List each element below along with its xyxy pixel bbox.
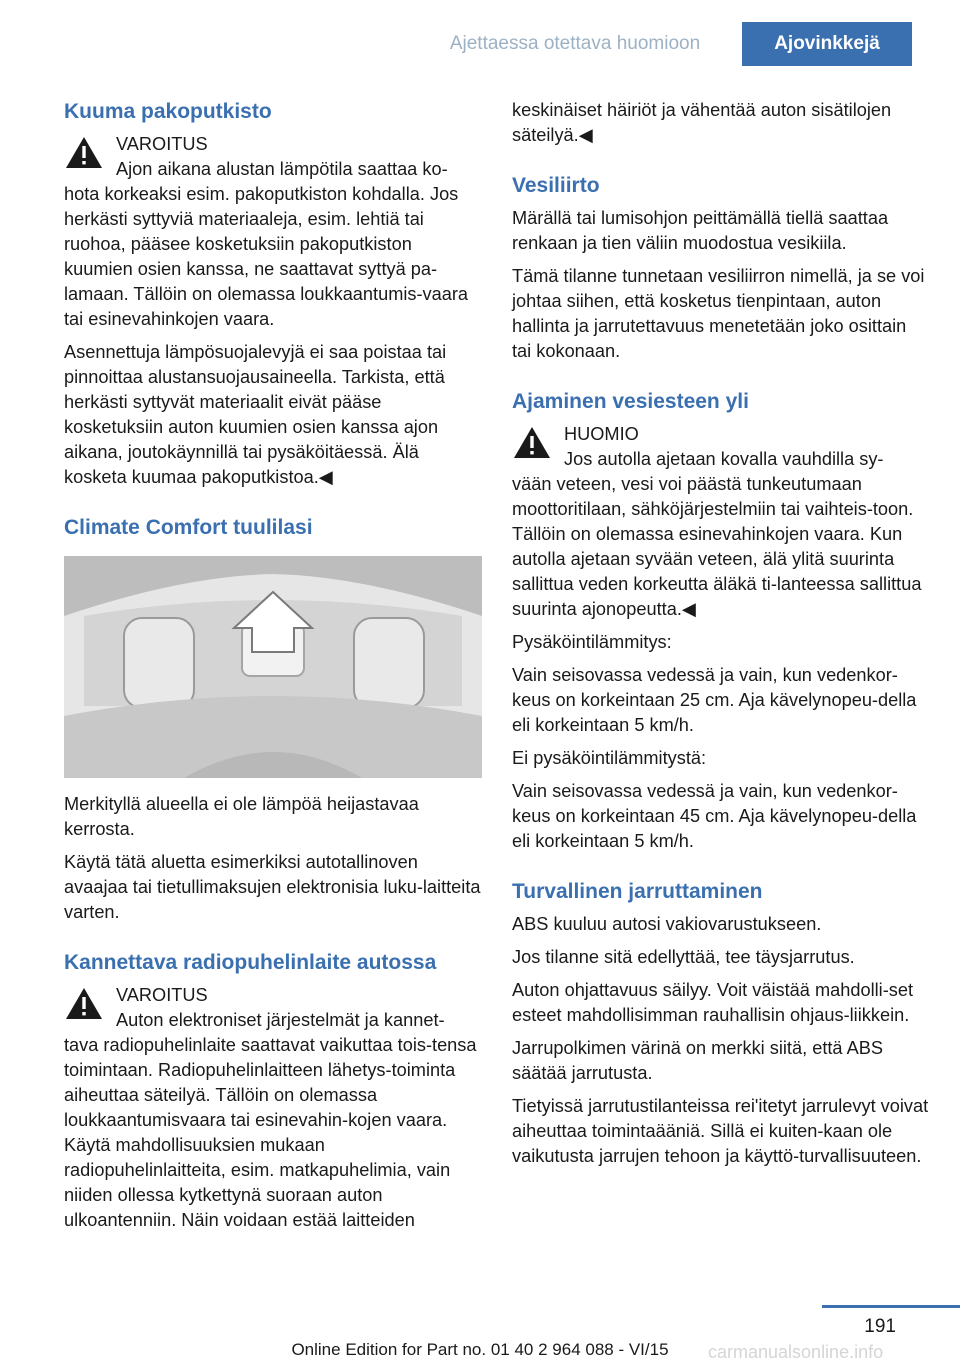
warning-label: VAROITUS: [116, 134, 208, 154]
body-paragraph: Merkityllä alueella ei ole lämpöä heijastavaa kerrosta.: [64, 794, 419, 839]
warning-block-radio: [64, 983, 482, 1033]
warning-text-first: Ajon aikana alustan lämpötila saattaa ko-: [116, 159, 448, 179]
page-number: 191: [864, 1316, 896, 1337]
body-paragraph: Vain seisovassa vedessä ja vain, kun vedenkor-keus on korkeintaan 25 cm. Aja kävelynopeu-della eli korkeintaan 5 km/h.: [512, 665, 917, 735]
body-paragraph: Jarrupolkimen värinä on merkki siitä, että ABS säätää jarrutusta.: [512, 1038, 883, 1083]
body-paragraph: Vain seisovassa vedessä ja vain, kun vedenkor-keus on korkeintaan 45 cm. Aja kävelynopeu-della eli korkeintaan 5 km/h.: [512, 781, 917, 851]
body-paragraph: ABS kuuluu autosi vakiovarustukseen.: [512, 914, 822, 934]
chapter-tab: Ajovinkkejä: [742, 22, 912, 66]
heading-safe-braking: Turvallinen jarruttaminen: [512, 880, 763, 903]
edition-note: Online Edition for Part no. 01 40 2 964 088 - VI/15: [291, 1340, 669, 1359]
warning-text-first: Jos autolla ajetaan kovalla vauhdilla sy-: [564, 449, 884, 469]
body-paragraph: Tietyissä jarrutustilanteissa rei'itetyt jarrulevyt voivat aiheuttaa toimintaääniä. Sillä ei kuiten-kaan ole vaikutusta jarrujen tehoon ja käyttö-turvallisuuteen.: [512, 1096, 929, 1166]
body-paragraph: keskinäiset häiriöt ja vähentää auton sisätilojen säteilyä.◀: [512, 100, 892, 145]
body-paragraph: Auton ohjattavuus säilyy. Voit väistää mahdolli-set esteet mahdollisimman rauhallisin ohjaus-liikkein.: [512, 980, 914, 1025]
heading-hot-exhaust: Kuuma pakoputkisto: [64, 100, 272, 123]
warning-text-rest: hota korkeaksi esim. pakoputkiston kohdalla. Jos herkästi syttyviä materiaaleja, esim. lehtiä tai ruohoa, pääsee kosketuksiin pakoputkiston kuumien osien kanssa, ne saattavat syttyä pa-lamaan. Tällöin on olemassa loukkaantumis-vaara tai esinevahinkojen vaara.: [64, 184, 469, 329]
footer-rule: [822, 1305, 960, 1308]
heading-aquaplaning: Vesiliirto: [512, 174, 600, 197]
warning-text-rest: vään veteen, vesi voi päästä tunkeutumaan moottoritilaan, sähköjärjestelmiin tai vaihteis-toon. Tällöin on olemassa esinevahinkojen vaara. Kun autolla ajetaan syvään veteen, älä ylitä suurinta sallittua veden korkeutta äläkä ti-lanteessa sallittua suurinta ajonopeutta.◀: [512, 474, 922, 619]
body-paragraph: Jos tilanne sitä edellyttää, tee täysjarrutus.: [512, 947, 855, 967]
body-paragraph: Asennettuja lämpösuojalevyjä ei saa poistaa tai pinnoittaa alustansuojausaineella. Tarkista, että herkästi syttyvät materiaalit eivät pääse kosketuksiin auton kuumien osien kanssa ajon aikana, joutokäynnillä tai pysäköitäessä. Älä kosketa kuumaa pakoputkistoa.◀: [64, 342, 447, 487]
section-title: Ajettaessa otettava huomioon: [449, 33, 701, 54]
warning-text-rest: tava radiopuhelinlaite saattavat vaikuttaa tois-tensa toimintaan. Radiopuhelinlaitteen lähetys-toiminta aiheuttaa säteilyä. Tällöin on olemassa loukkaantumisvaara tai esinevahin-kojen vaara. Käytä mahdollisuuksien mukaan radiopuhelinlaitteita, esim. matkapuhelimia, vain niiden ollessa kytkettynä suoraan auton ulkoantenniin. Näin voidaan estää laitteiden: [64, 1035, 477, 1230]
warning-triangle-icon: [64, 985, 104, 1021]
body-paragraph: Käytä tätä aluetta esimerkiksi autotallinoven avaajaa tai tietullimaksujen elektronisia luku-laitteita varten.: [64, 852, 481, 922]
windshield-illustration: [64, 556, 482, 778]
page-header: [0, 0, 960, 66]
body-paragraph: Märällä tai lumisohjon peittämällä tiellä saattaa renkaan ja tien väliin muodostua vesikiila.: [512, 208, 889, 253]
watermark: carmanualsonline.info: [708, 1342, 884, 1362]
warning-block-water: [512, 422, 930, 472]
heading-water-crossing: Ajaminen vesiesteen yli: [512, 390, 749, 413]
warning-triangle-icon: [512, 424, 552, 460]
heading-climate-comfort: Climate Comfort tuulilasi: [64, 516, 313, 539]
right-column: [512, 98, 930, 1177]
body-paragraph: Ei pysäköintilämmitystä:: [512, 748, 707, 768]
heading-radio-device: Kannettava radiopuhelinlaite autossa: [64, 951, 437, 974]
warning-label: VAROITUS: [116, 985, 208, 1005]
warning-triangle-icon: [64, 134, 104, 170]
body-paragraph: Pysäköintilämmitys:: [512, 632, 672, 652]
body-paragraph: Tämä tilanne tunnetaan vesiliirron nimellä, ja se voi johtaa siihen, että kosketus tienpintaan, auton hallinta ja jarrutettavuus menetetään joko osittain tai kokonaan.: [512, 266, 925, 361]
warning-label: HUOMIO: [564, 424, 639, 444]
warning-text-first: Auton elektroniset järjestelmät ja kannet-: [116, 1010, 445, 1030]
warning-block-exhaust: [64, 132, 482, 182]
left-column: [64, 98, 482, 1241]
